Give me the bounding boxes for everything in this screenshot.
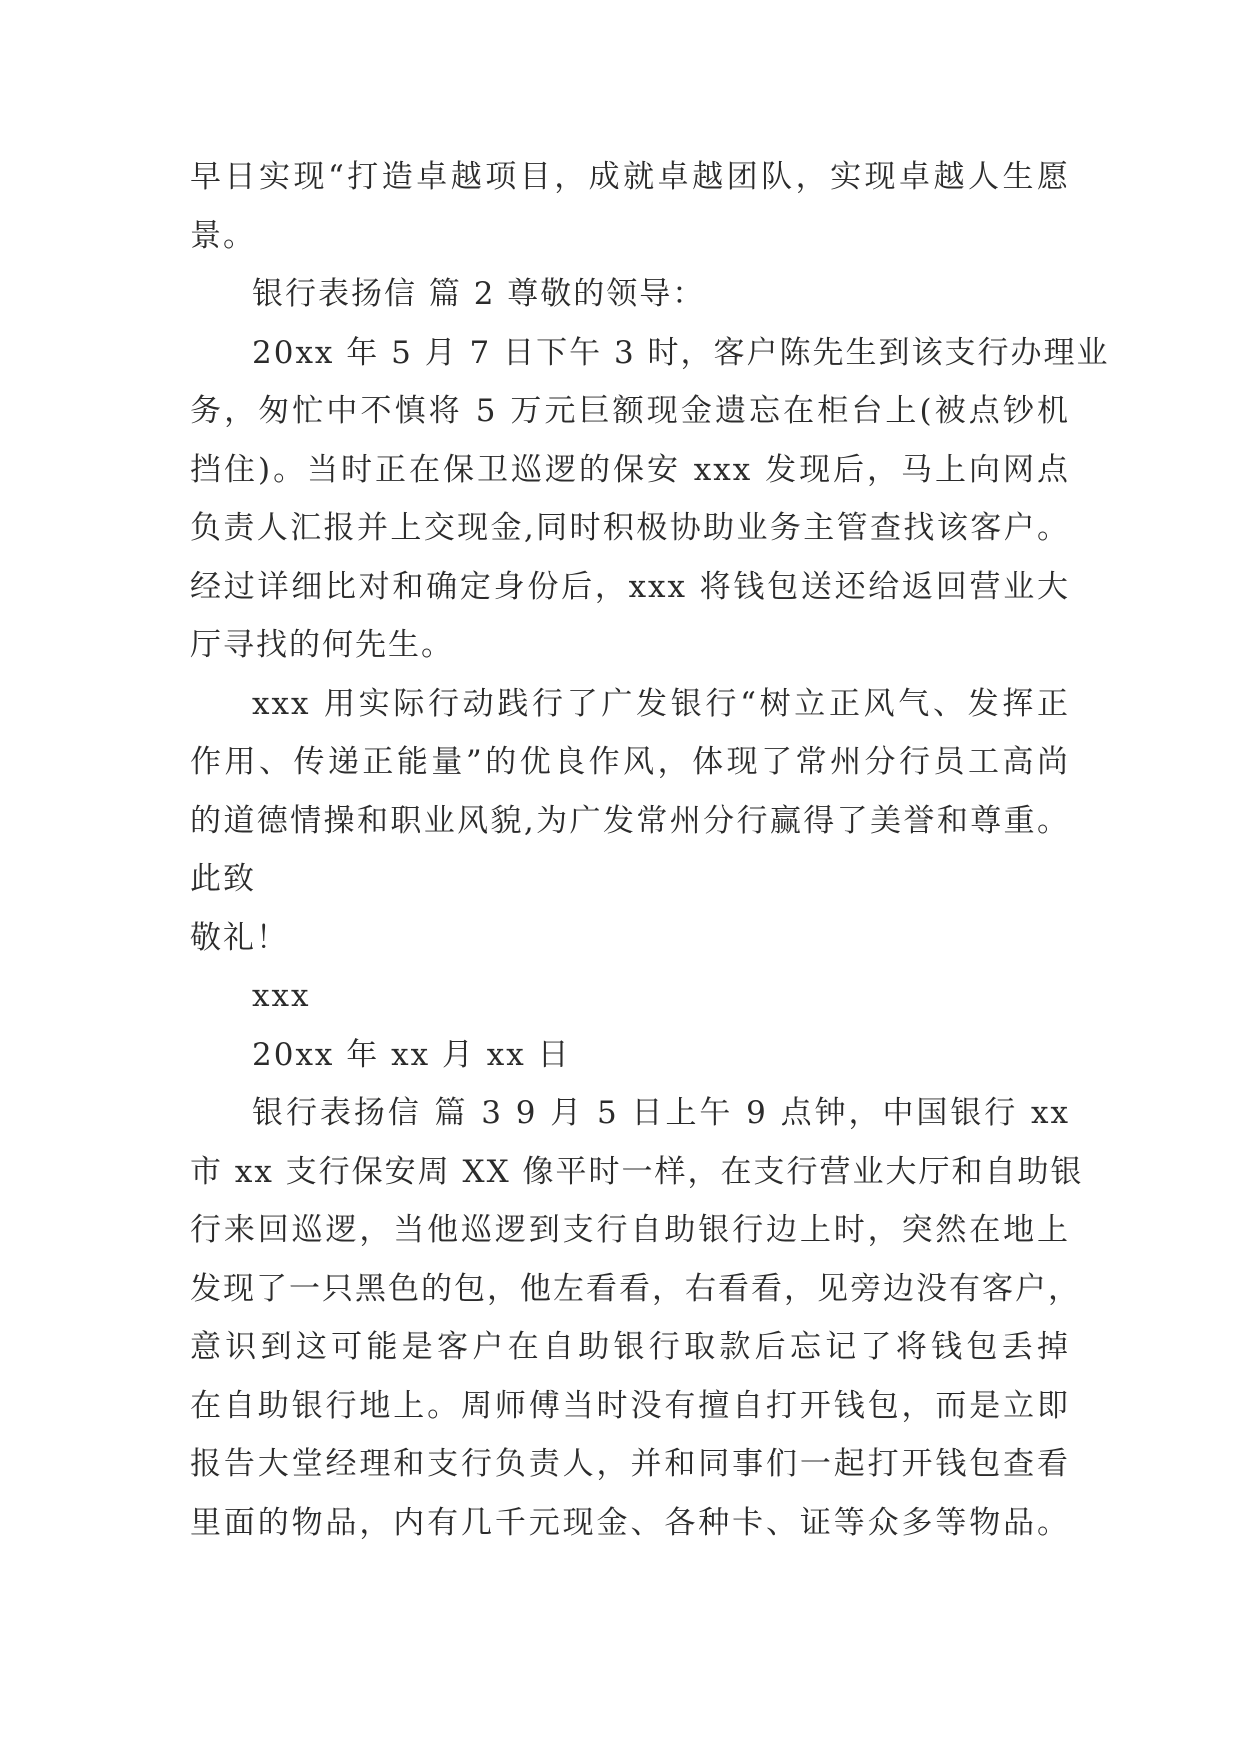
text-line: 市 xx 支行保安周 XX 像平时一样，在支行营业大厅和自助银 <box>190 1153 1084 1190</box>
text-line: 景。 <box>190 217 256 254</box>
text-line: 厅寻找的何先生。 <box>190 627 454 663</box>
text-line: 银行表扬信 篇 2 尊敬的领导： <box>252 276 706 312</box>
text-line: 早日实现“打造卓越项目，成就卓越团队，实现卓越人生愿 <box>190 159 1070 195</box>
text-line: xxx 用实际行动践行了广发银行“树立正风气、发挥正 <box>252 685 1070 722</box>
text-line: 作用、传递正能量”的优良作风，体现了常州分行员工高尚 <box>190 744 1070 780</box>
text-line: 挡住)。当时正在保卫巡逻的保安 xxx 发现后，马上向网点 <box>190 451 1070 488</box>
text-line: 敬礼！ <box>190 919 289 956</box>
text-line: 在自助银行地上。周师傅当时没有擅自打开钱包，而是立即 <box>190 1387 1070 1424</box>
text-line: 此致 <box>190 861 256 897</box>
document-body <box>190 148 1110 1552</box>
text-line: 务，匆忙中不慎将 5 万元巨额现金遗忘在柜台上(被点钞机 <box>190 393 1070 429</box>
text-line: 里面的物品，内有几千元现金、各种卡、证等众多等物品。 <box>190 1504 1070 1541</box>
text-line: 负责人汇报并上交现金,同时积极协助业务主管查找该客户。 <box>190 510 1070 546</box>
text-line: 报告大堂经理和支行负责人，并和同事们一起打开钱包查看 <box>190 1446 1070 1482</box>
text-line: 意识到这可能是客户在自助银行取款后忘记了将钱包丢掉 <box>190 1329 1070 1365</box>
text-line: 行来回巡逻，当他巡逻到支行自助银行边上时，突然在地上 <box>190 1212 1070 1248</box>
text-line: 经过详细比对和确定身份后，xxx 将钱包送还给返回营业大 <box>190 568 1070 605</box>
text-line: 发现了一只黑色的包，他左看看，右看看，见旁边没有客户， <box>190 1270 1081 1307</box>
text-line: 银行表扬信 篇 3 9 月 5 日上午 9 点钟，中国银行 xx <box>252 1095 1070 1131</box>
text-line: 的道德情操和职业风貌,为广发常州分行赢得了美誉和尊重。 <box>190 802 1070 839</box>
text-line: 20xx 年 5 月 7 日下午 3 时，客户陈先生到该支行办理业 <box>252 334 1110 371</box>
text-line: 20xx 年 xx 月 xx 日 <box>252 1036 571 1073</box>
text-line: xxx <box>252 978 311 1014</box>
